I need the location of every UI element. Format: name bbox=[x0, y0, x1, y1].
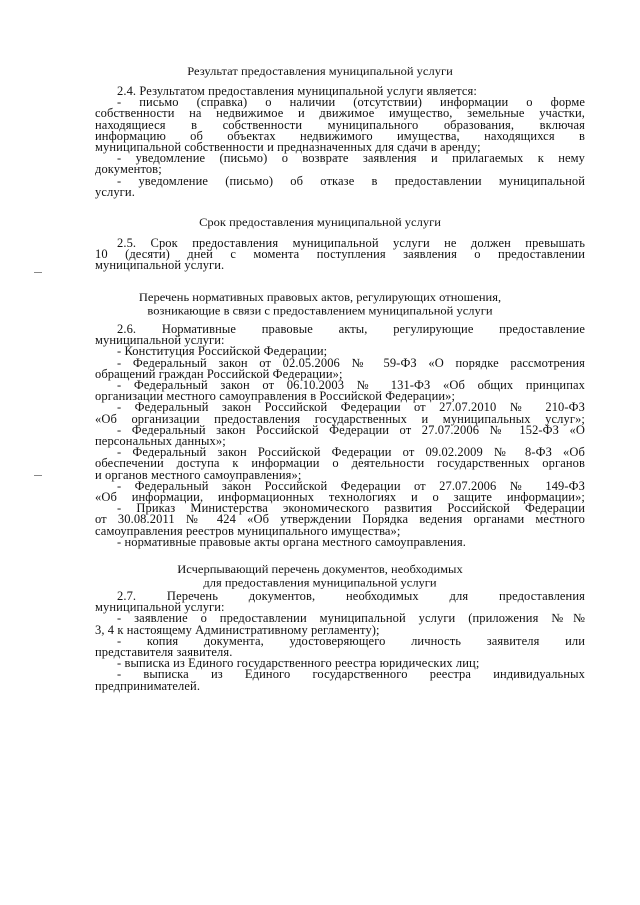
text-line: - Федеральный закон Российской Федерации от 27.07.2006 № 152-ФЗ «О bbox=[117, 422, 585, 437]
text-line: - письмо (справка) о наличии (отсутствии) информации о форме bbox=[117, 95, 585, 110]
text-line: собственности на недвижимое и движимое имущество, земельные участки, bbox=[95, 106, 585, 121]
text-line: самоуправления реестров муниципального имущества»; bbox=[95, 523, 401, 538]
text-line: представителя заявителя. bbox=[95, 645, 233, 660]
text-line: - нормативные правовые акты органа местного самоуправления. bbox=[117, 534, 466, 549]
text-line: услуги. bbox=[95, 184, 135, 199]
section-body-term bbox=[95, 238, 585, 272]
text-line: «Об организации предоставления государственных и муниципальных услуг»; bbox=[95, 411, 585, 426]
section-body-result bbox=[95, 86, 585, 198]
text-line: 3, 4 к настоящему Административному регламенту); bbox=[95, 622, 380, 637]
text-line: находящиеся в собственности муниципального образования, включая bbox=[95, 117, 585, 132]
text-line: муниципальной услуги. bbox=[95, 258, 225, 273]
text-line: обращений граждан Российской Федерации»; bbox=[95, 366, 343, 381]
text-line: - Конституция Российской Федерации; bbox=[117, 344, 328, 359]
text-line: предпринимателей. bbox=[95, 678, 201, 693]
section-body-legal-acts bbox=[95, 324, 585, 548]
text-line: обеспечении доступа к информации о деятельности государственных органов bbox=[95, 456, 585, 471]
section-heading-term bbox=[0, 215, 640, 228]
text-line: - Федеральный закон Российской Федерации от 27.07.2006 № 149-ФЗ bbox=[117, 478, 585, 493]
text-line: - копия документа, удостоверяющего личность заявителя или bbox=[117, 633, 585, 648]
text-line: - Федеральный закон Российской Федерации от 09.02.2009 № 8-ФЗ «Об bbox=[117, 445, 585, 460]
text-line: 2.6. Нормативные правовые акты, регулирующие предоставление bbox=[117, 322, 585, 336]
text-line: - выписка из Единого государственного реестра юридических лиц; bbox=[117, 656, 480, 671]
text-line: муниципальной услуги: bbox=[95, 333, 225, 348]
text-line: муниципальной услуги: bbox=[95, 600, 225, 615]
scan-artifact-mark bbox=[34, 475, 42, 476]
heading-line: возникающие в связи с предоставлением муниципальной услуги bbox=[147, 304, 493, 318]
text-line: 2.5. Срок предоставления муниципальной услуги не должен превышать bbox=[117, 236, 585, 250]
heading-line: Исчерпывающий перечень документов, необходимых bbox=[177, 562, 463, 576]
section-heading-documents bbox=[0, 563, 640, 590]
text-line: - Федеральный закон Российской Федерации от 27.07.2010 № 210-ФЗ bbox=[117, 400, 585, 415]
text-line: - уведомление (письмо) об отказе в предоставлении муниципальной bbox=[117, 173, 585, 188]
text-line: - выписка из Единого государственного реестра индивидуальных bbox=[117, 667, 585, 682]
heading-line: Результат предоставления муниципальной услуги bbox=[187, 64, 453, 78]
text-line: и органов местного самоуправления»; bbox=[95, 467, 302, 482]
text-line: - уведомление (письмо) о возврате заявления и прилагаемых к нему bbox=[117, 151, 585, 166]
text-line: 10 (десяти) дней с момента поступления заявления о предоставлении bbox=[95, 247, 585, 262]
section-heading-result bbox=[0, 64, 640, 77]
section-body-documents bbox=[95, 591, 585, 692]
text-line: - Приказ Министерства экономического развития Российской Федерации bbox=[117, 501, 585, 516]
text-line: организации местного самоуправления в Российской Федерации»; bbox=[95, 389, 456, 404]
text-line: - заявление о предоставлении муниципальной услуги (приложения №№ bbox=[117, 611, 585, 626]
text-line: муниципальной собственности и предназначенных для сдачи в аренду; bbox=[95, 140, 481, 155]
heading-line: для предоставления муниципальной услуги bbox=[203, 576, 437, 590]
text-line: 2.7. Перечень документов, необходимых для предоставления bbox=[117, 589, 585, 603]
text-line: от 30.08.2011 № 424 «Об утверждении Порядка ведения органами местного bbox=[95, 512, 585, 527]
text-line: персональных данных»; bbox=[95, 434, 226, 449]
text-line: документов; bbox=[95, 162, 162, 177]
scan-artifact-mark bbox=[34, 272, 42, 273]
text-line: - Федеральный закон от 06.10.2003 № 131-ФЗ «Об общих принципах bbox=[117, 378, 585, 393]
heading-line: Перечень нормативных правовых актов, регулирующих отношения, bbox=[138, 290, 502, 304]
heading-line: Срок предоставления муниципальной услуги bbox=[199, 215, 441, 229]
section-heading-legal-acts bbox=[0, 291, 640, 318]
text-line: «Об информации, информационных технологиях и о защите информации»; bbox=[95, 490, 585, 505]
text-line: - Федеральный закон от 02.05.2006 № 59-ФЗ «О порядке рассмотрения bbox=[117, 355, 585, 370]
text-line: 2.4. Результатом предоставления муниципальной услуги является: bbox=[117, 84, 477, 98]
text-line: информацию об объектах недвижимого имущества, находящихся в bbox=[95, 128, 585, 143]
